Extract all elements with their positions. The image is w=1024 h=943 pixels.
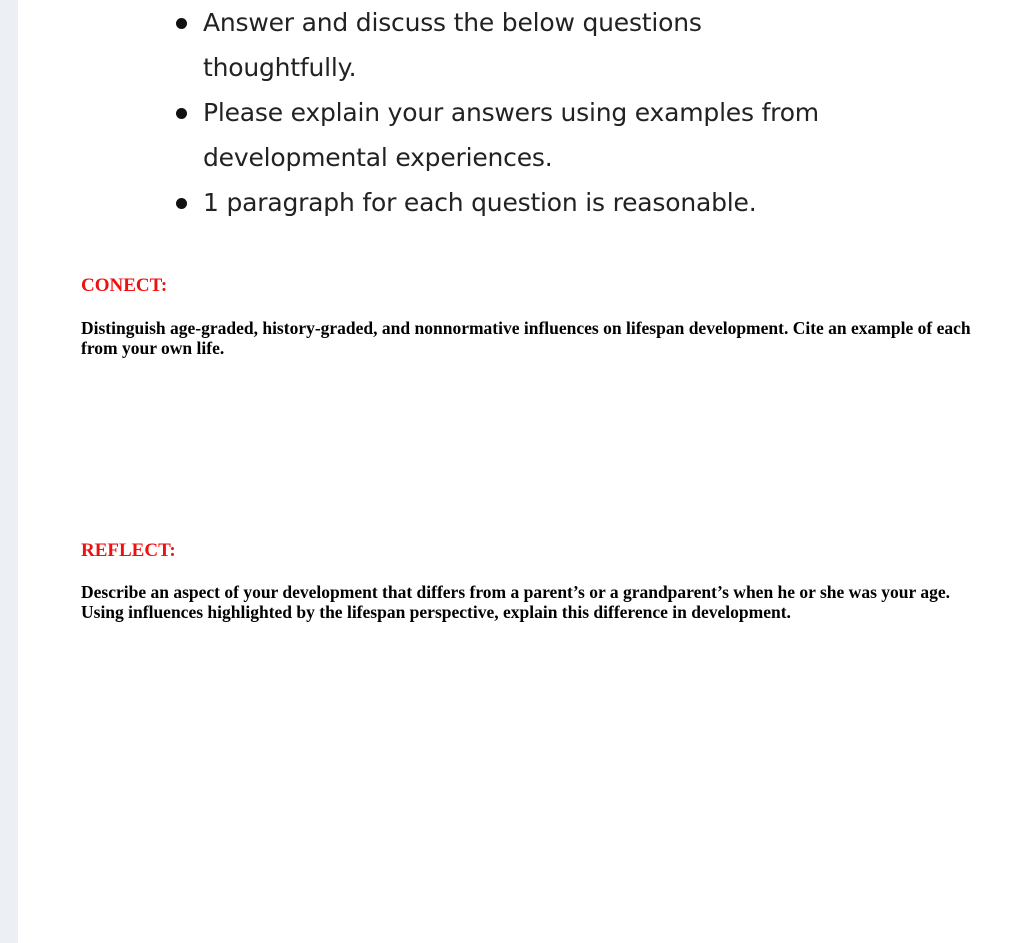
instructions-list (18, 0, 1024, 225)
reflect-heading: REFLECT: (81, 540, 176, 561)
instruction-text: Answer and discuss the below questions thoughtfully. (203, 8, 702, 82)
bullet-icon (176, 18, 187, 29)
list-item (18, 90, 1024, 180)
viewer-left-gutter (0, 0, 18, 943)
conect-question: Distinguish age-graded, history-graded, and nonnormative influences on lifespan development. Cite an example of each from your own life. (81, 318, 971, 358)
bullet-icon (176, 108, 187, 119)
conect-heading: CONECT: (81, 275, 168, 296)
bullet-icon (176, 198, 187, 209)
document-page (18, 0, 1024, 943)
reflect-question: Describe an aspect of your development that differs from a parent’s or a grandparent’s when he or she was your age. Using influences highlighted by the lifespan perspective, explain this difference in development. (81, 582, 950, 622)
list-item (18, 0, 1024, 90)
instruction-text: 1 paragraph for each question is reasonable. (203, 188, 757, 217)
instruction-text: Please explain your answers using examples from developmental experiences. (203, 98, 819, 172)
list-item (18, 180, 1024, 225)
